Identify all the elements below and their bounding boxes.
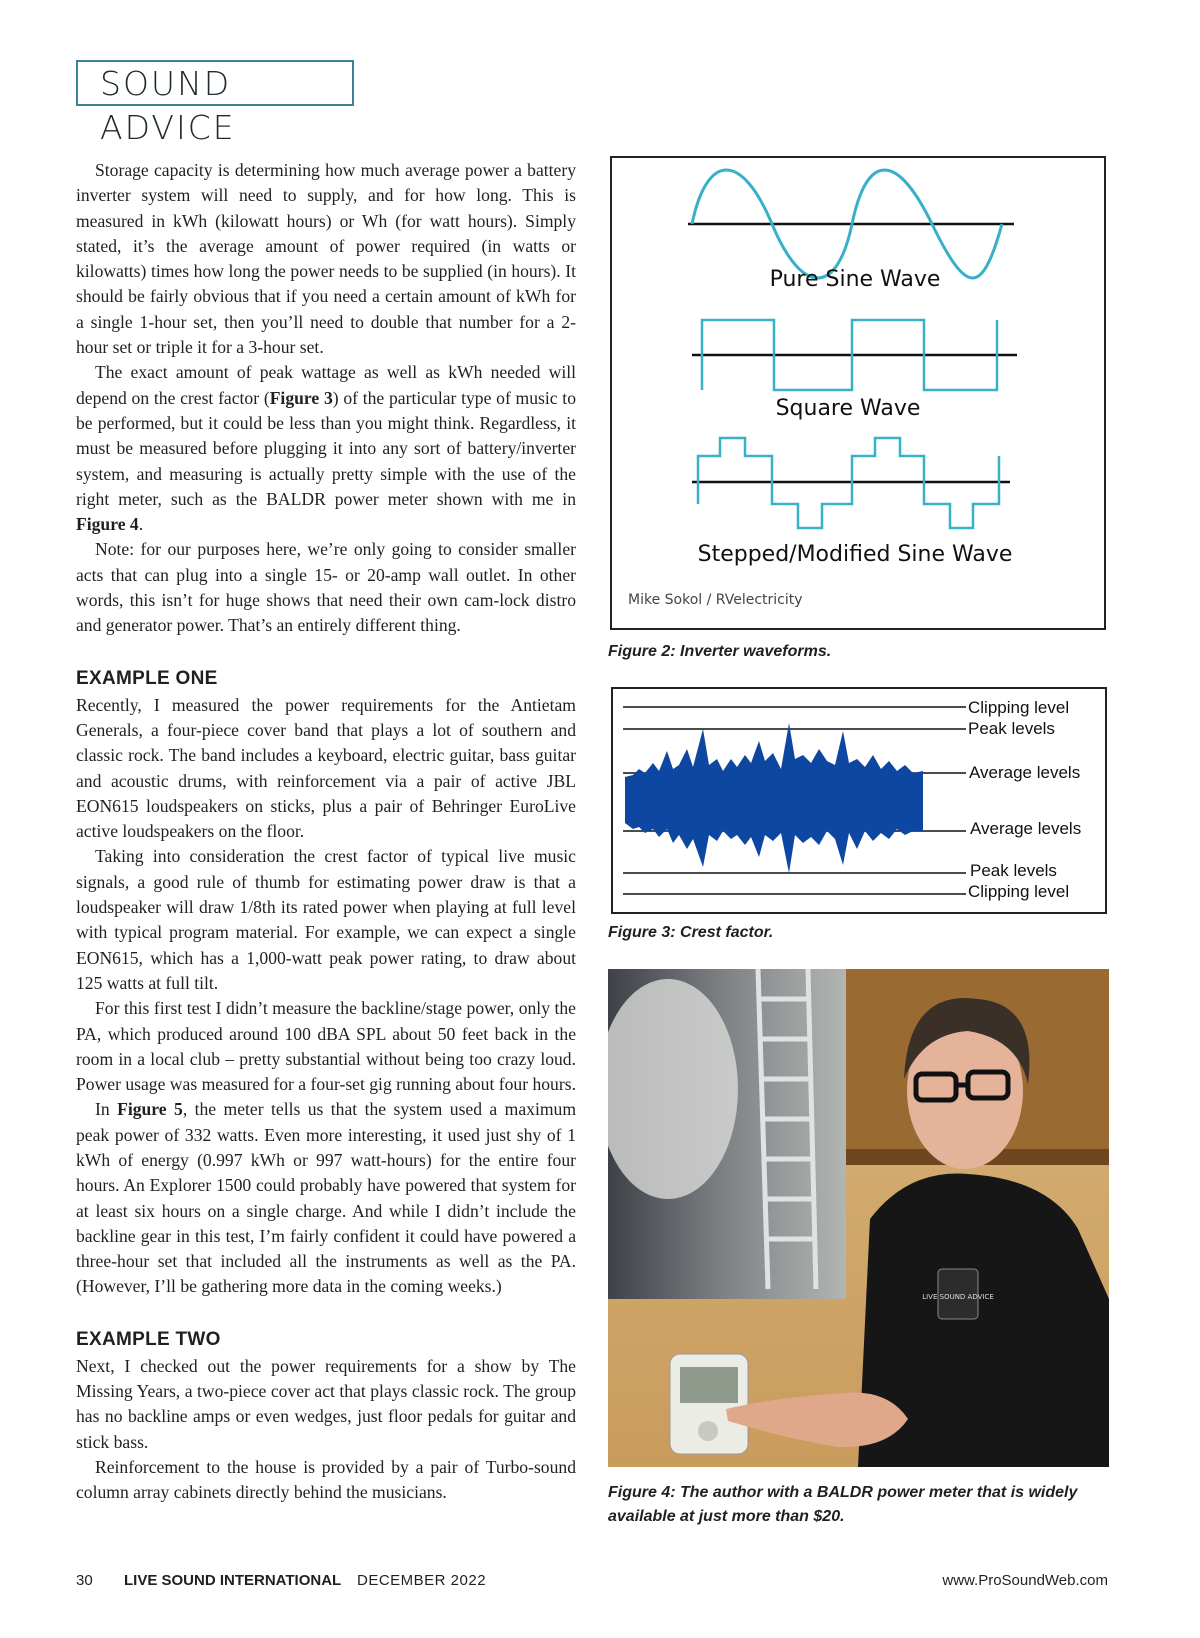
section-heading: EXAMPLE ONE [76, 667, 218, 689]
page-number: 30 [76, 1572, 93, 1589]
meter-display [680, 1367, 738, 1403]
paragraph: Next, I checked out the power requirements for a show by The Missing Years, a two-piece cover act that plays classic rock. The group has no backline amps or even wedges, just floor pedals for guitar and stick bass. [76, 1355, 576, 1452]
paragraph: Storage capacity is determining how much average power a battery inverter system will need to supply, and for how long. This is measured in kWh (kilowatt hours) or Wh (for watt hours). Simply stated, it’s the average amount of power required (in watts or kilowatts) times how long the power needs to be supplied (in hours). It should be fairly obvious that if you need a certain amount of kWh for a single 1-hour set, then you’ll need to double that number for a 2-hour set or triple it for a 3-hour set. [76, 160, 576, 358]
level-label: Peak levels [968, 719, 1055, 738]
author-photo [608, 969, 1109, 1467]
figure-author-photo [608, 969, 1109, 1467]
figure-reference[interactable]: Figure 5 [117, 1099, 183, 1120]
wave-label: Stepped/Modified Sine Wave [697, 542, 1013, 567]
wave-label: Pure Sine Wave [769, 267, 941, 292]
figure-crest-factor [611, 687, 1107, 914]
figure-caption: available at just more than $20. [608, 1508, 845, 1525]
paragraph: Taking into consideration the crest factor of typical live music signals, a good rule of thumb for estimating power draw is that a loudspeaker will draw 1/8th its rated power when playing at full level with typical program material. For example, we can expect a single EON615, which has a 1,000-watt peak power rating, to draw about 125 watts at full tilt. [76, 846, 576, 993]
crest-factor-diagram [613, 689, 1104, 911]
figure-caption: Figure 4: The author with a BALDR power meter that is widely [608, 1484, 1078, 1501]
figure-inverter-waveforms [610, 156, 1106, 630]
level-label: Clipping level [968, 882, 1070, 901]
issue-date: DECEMBER 2022 [357, 1572, 487, 1589]
figure-caption: Figure 2: Inverter waveforms. [608, 643, 832, 660]
paragraph: Note: for our purposes here, we’re only going to consider smaller acts that can plug into a single 15- or 20-amp wall outlet. In other words, this isn’t for huge shows that need their own cam-lock distro and generator power. That’s an entirely different thing. [76, 539, 576, 636]
publication-name: LIVE SOUND INTERNATIONAL [124, 1572, 342, 1589]
level-label: Clipping level [968, 698, 1070, 717]
figure-credit: Mike Sokol / RVelectricity [628, 592, 803, 608]
paragraph: In Figure 5, the meter tells us that the system used a maximum peak power of 332 watts. Even more interesting, it used just shy of 1 kWh of energy (0.997 kWh or 997 watt-hours) for the entire four hours. An Explorer 1500 could probably have powered that system for at least six hours on a single charge. And while I didn’t include the backline gear in this test, I’m fairly confident it could have powered a three-hour set that included all the instruments as well as the PA. (However, I’ll be gathering more data in the coming weeks.) [76, 1099, 576, 1297]
level-label: Peak levels [970, 861, 1057, 880]
waveforms-diagram [612, 158, 1103, 627]
wave-label: Square Wave [775, 396, 921, 421]
figure-reference[interactable]: Figure 4 [76, 514, 139, 535]
paragraph: Recently, I measured the power requirements for the Antietam Generals, a four-piece cover band that plays a lot of southern and classic rock. The band includes a keyboard, electric guitar, bass guitar and acoustic drums, with reinforcement via a pair of active JBL EON615 loudspeakers on sticks, plus a pair of Behringer EuroLive active loudspeakers on the floor. [76, 694, 576, 842]
figure-caption: Figure 3: Crest factor. [608, 924, 774, 941]
section-tag: SOUND ADVICE [76, 60, 354, 106]
article-body [76, 158, 576, 1506]
section-heading: EXAMPLE TWO [76, 1328, 221, 1350]
level-label: Average levels [969, 763, 1081, 782]
paragraph: For this first test I didn’t measure the backline/stage power, only the PA, which produced around 100 dBA SPL about 50 feet back in the room in a local club – pretty substantial without being too crazy loud. Power usage was measured for a four-set gig running about four hours. [76, 998, 576, 1095]
website-link[interactable]: www.ProSoundWeb.com [942, 1572, 1108, 1589]
paragraph: The exact amount of peak wattage as well as kWh needed will depend on the crest factor (Figure 3) of the particular type of music to be performed, but it could be less than you might think. Regardless, it must be measured before plugging it into any sort of battery/inverter system, and measuring is actually pretty simple with the use of the right meter, such as the BALDR power meter shown with me in Figure 4. [76, 362, 576, 535]
figure-reference[interactable]: Figure 3 [269, 387, 333, 408]
level-label: Average levels [970, 819, 1082, 838]
badge-text: LIVE SOUND ADVICE [922, 1293, 994, 1301]
paragraph: Reinforcement to the house is provided by a pair of Turbo-sound column array cabinets directly behind the musicians. [76, 1456, 576, 1503]
